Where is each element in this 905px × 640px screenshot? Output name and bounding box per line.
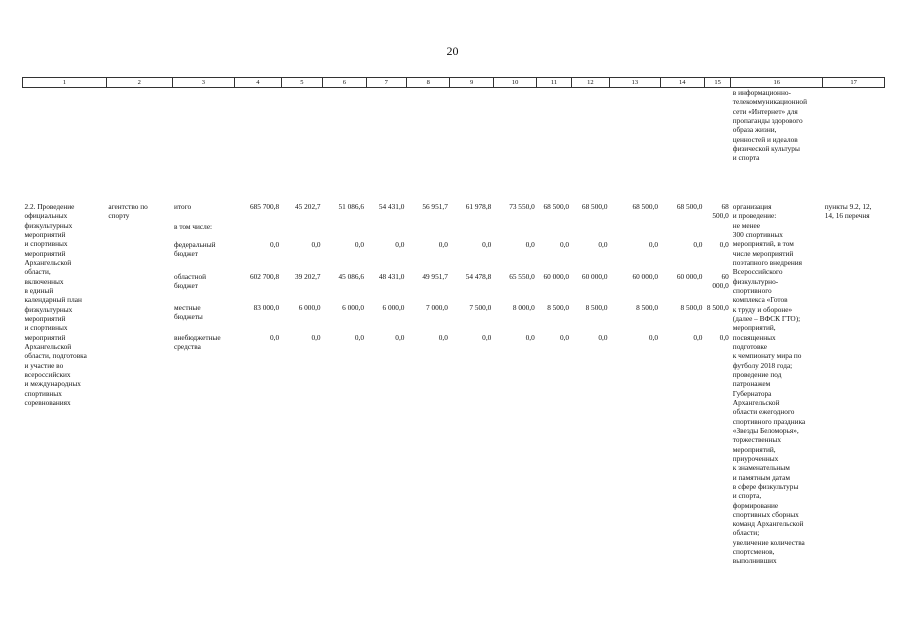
value-cell: 0,0 <box>598 333 608 342</box>
funding-row <box>172 240 731 272</box>
continuation-text: в информационно- телекоммуникационной сети «Интернет» для пропаганды здорового образа жизни, ценностей и идеалов физической культуры и спорта <box>732 88 807 163</box>
value-cell: 0,0 <box>648 333 658 342</box>
column-header: 17 <box>823 78 885 88</box>
value-cell: 0,0 <box>719 240 729 249</box>
column-header: 15 <box>705 78 731 88</box>
funding-label: в том числе: <box>174 222 213 231</box>
page-number: 20 <box>446 44 459 58</box>
event-name: 2.2. Проведение официальных физкультурных мероприятий и спортивных мероприятий Архангельской области, включенных в единый календарный план физкультурных мероприятий и спортивных мероприятий Архангельской области, подготовка и участие во всероссийских и международных спортивных соревнованиях <box>24 202 87 407</box>
column-header: 4 <box>235 78 281 88</box>
column-header: 5 <box>281 78 322 88</box>
table-row <box>23 202 885 566</box>
value-cell: 60 000,0 <box>676 272 703 281</box>
value-cell: 0,0 <box>270 333 280 342</box>
value-cell: 54 431,0 <box>378 202 405 211</box>
value-cell: 685 700,8 <box>249 202 280 211</box>
value-cell: 45 202,7 <box>295 202 321 211</box>
value-cell: 0,0 <box>482 240 492 249</box>
column-header: 1 <box>23 78 107 88</box>
funding-row <box>172 333 731 357</box>
column-header: 12 <box>571 78 609 88</box>
value-cell: 0,0 <box>395 240 405 249</box>
value-cell: 8 500,0 <box>585 303 608 312</box>
value-cell: 0,0 <box>354 240 365 249</box>
value-cell: 68 500,0 <box>712 202 729 221</box>
expected-result: организация и проведение: не менее 300 спортивных мероприятий, в том числе мероприятий поэтапного внедрения Всероссийского физкультурно- спортивного комплекса «Готов к труду и обороне» (далее – ВФСК ГТО); мероприятий, посвященных подготовке к чемпионату мира по футболу 2018 года; проведение под патронажем Губернатора Архангельской области ежегодного спортивного праздника «Звезды Беломорья», торжественных мероприятий, приуроченных к знаменательным и памятным датам в сфере физкультуры и спорта, формирование спортивных сборных команд Архангельской области; увеличение количества спортсменов, выполнивших <box>732 202 806 566</box>
value-cell: 39 202,7 <box>295 272 321 281</box>
value-cell: 0,0 <box>270 240 280 249</box>
value-cell: 48 431,0 <box>378 272 405 281</box>
value-cell: 60 000,0 <box>543 272 570 281</box>
value-cell: 8 000,0 <box>512 303 535 312</box>
column-header: 16 <box>731 78 823 88</box>
value-cell: 73 550,0 <box>509 202 535 211</box>
value-cell: 54 478,8 <box>465 272 492 281</box>
value-cell: 0,0 <box>525 333 535 342</box>
value-cell: 0,0 <box>438 333 448 342</box>
value-cell: 8 500,0 <box>706 303 729 312</box>
column-header: 9 <box>450 78 493 88</box>
value-cell: 6 000,0 <box>382 303 405 312</box>
column-header: 2 <box>106 78 172 88</box>
value-cell: 49 951,7 <box>422 272 448 281</box>
funding-label: федеральный бюджет <box>174 240 216 259</box>
column-header: 13 <box>610 78 661 88</box>
value-cell: 602 700,8 <box>249 272 280 281</box>
column-header: 7 <box>366 78 406 88</box>
value-cell: 0,0 <box>438 240 448 249</box>
funding-row <box>172 202 731 222</box>
column-header: 6 <box>323 78 366 88</box>
funding-row <box>172 272 731 303</box>
value-cell: 8 500,0 <box>547 303 570 312</box>
value-cell: 0,0 <box>719 333 729 342</box>
column-header: 10 <box>493 78 536 88</box>
column-numbers-row <box>23 78 885 88</box>
value-cell: 0,0 <box>693 240 703 249</box>
value-cell: 6 000,0 <box>298 303 321 312</box>
value-cell: 0,0 <box>354 333 365 342</box>
value-cell: 7 500,0 <box>469 303 492 312</box>
value-cell: 0,0 <box>482 333 492 342</box>
funding-subtable <box>172 202 731 357</box>
funding-row <box>172 303 731 333</box>
value-cell: 51 086,6 <box>338 202 365 211</box>
value-cell: 60 000,0 <box>581 272 608 281</box>
executor: агентство по спорту <box>108 202 148 221</box>
funding-label: местные бюджеты <box>174 303 203 322</box>
program-table <box>22 77 885 566</box>
value-cell: 68 500,0 <box>676 202 703 211</box>
value-cell: 6 000,0 <box>342 303 365 312</box>
column-header: 11 <box>537 78 571 88</box>
value-cell: 68 500,0 <box>632 202 658 211</box>
continuation-row <box>23 88 885 193</box>
value-cell: 65 550,0 <box>509 272 535 281</box>
value-cell: 0,0 <box>598 240 608 249</box>
funding-row <box>172 222 731 240</box>
value-cell: 8 500,0 <box>636 303 658 312</box>
funding-label: областной бюджет <box>174 272 206 291</box>
value-cell: 0,0 <box>693 333 703 342</box>
value-cell: 0,0 <box>311 240 321 249</box>
value-cell: 7 000,0 <box>425 303 448 312</box>
value-cell: 60 000,0 <box>632 272 658 281</box>
target-indicators: пункты 9.2, 12, 14, 16 перечня <box>824 202 872 221</box>
column-header: 3 <box>172 78 235 88</box>
value-cell: 0,0 <box>559 240 570 249</box>
value-cell: 68 500,0 <box>581 202 608 211</box>
value-cell: 83 000,0 <box>253 303 280 312</box>
value-cell: 60 000,0 <box>712 272 729 291</box>
value-cell: 45 086,6 <box>338 272 365 281</box>
value-cell: 0,0 <box>648 240 658 249</box>
value-cell: 0,0 <box>559 333 570 342</box>
value-cell: 8 500,0 <box>680 303 703 312</box>
funding-label: итого <box>174 202 192 211</box>
column-header: 14 <box>660 78 704 88</box>
value-cell: 0,0 <box>311 333 321 342</box>
value-cell: 61 978,8 <box>465 202 492 211</box>
value-cell: 0,0 <box>525 240 535 249</box>
value-cell: 0,0 <box>395 333 405 342</box>
funding-label: внебюджетные средства <box>174 333 221 352</box>
value-cell: 56 951,7 <box>422 202 448 211</box>
column-header: 8 <box>406 78 449 88</box>
value-cell: 68 500,0 <box>543 202 570 211</box>
